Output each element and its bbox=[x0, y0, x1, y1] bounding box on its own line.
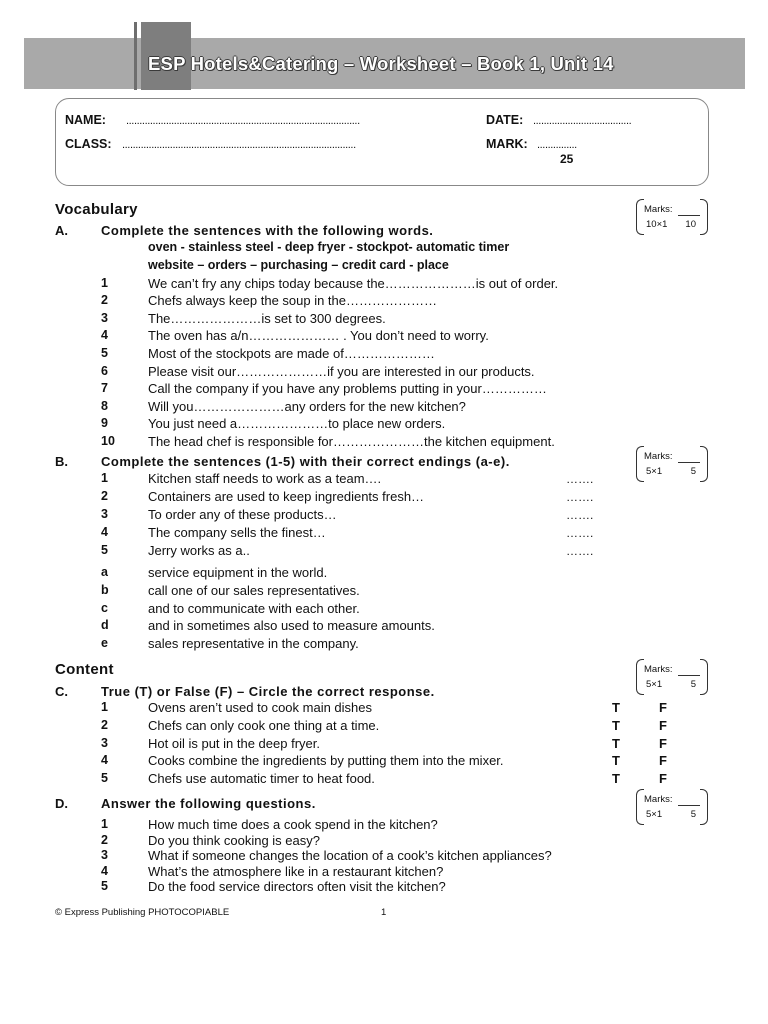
ending-letter: e bbox=[101, 636, 108, 650]
task-instruction-c: True (T) or False (F) – Circle the correct response. bbox=[101, 684, 435, 699]
marks-label: Marks: bbox=[644, 664, 673, 675]
date-label: DATE: bbox=[486, 113, 524, 127]
task-instruction-a: Complete the sentences with the following words. bbox=[101, 223, 434, 238]
item-number: 3 bbox=[101, 311, 108, 325]
marks-calc: 5×1 bbox=[646, 466, 663, 477]
date-field[interactable]: ..................................... bbox=[533, 115, 632, 127]
ending-letter: b bbox=[101, 583, 109, 597]
item-number: 4 bbox=[101, 525, 108, 539]
marks-calc: 5×1 bbox=[646, 809, 663, 820]
marks-calc: 10×1 bbox=[646, 219, 668, 230]
item-number: 2 bbox=[101, 718, 108, 732]
ending-d: and in sometimes also used to measure amounts. bbox=[148, 618, 435, 633]
mark-total: 25 bbox=[560, 152, 574, 166]
worksheet-title: ESP Hotels&Catering – Worksheet – Book 1, Unit 14 bbox=[148, 53, 614, 74]
true-option[interactable]: T bbox=[612, 771, 620, 786]
footer-copyright: © Express Publishing PHOTOCOPIABLE bbox=[55, 907, 230, 918]
sentence-a4: The oven has a/n………………… . You don’t need to worry. bbox=[148, 328, 489, 343]
sentence-a2: Chefs always keep the soup in the………………… bbox=[148, 293, 438, 308]
item-number: 2 bbox=[101, 489, 108, 503]
ending-c: and to communicate with each other. bbox=[148, 601, 360, 616]
item-number: 5 bbox=[101, 346, 108, 360]
item-number: 4 bbox=[101, 328, 108, 342]
false-option[interactable]: F bbox=[659, 700, 667, 715]
sentence-a7: Call the company if you have any problems putting in your…………… bbox=[148, 381, 547, 396]
false-option[interactable]: F bbox=[659, 736, 667, 751]
ending-a: service equipment in the world. bbox=[148, 565, 328, 580]
item-number: 5 bbox=[101, 771, 108, 785]
name-field[interactable]: ........................................................................................ bbox=[126, 115, 360, 127]
marks-box-a bbox=[636, 199, 708, 235]
ending-letter: a bbox=[101, 565, 108, 579]
task-letter-a: A. bbox=[55, 223, 68, 238]
item-number: 1 bbox=[101, 471, 108, 485]
question-d2: Do you think cooking is easy? bbox=[148, 833, 320, 848]
marks-total: 5 bbox=[690, 466, 696, 477]
sentence-b1: Kitchen staff needs to work as a team…. bbox=[148, 471, 382, 486]
class-label: CLASS: bbox=[65, 137, 112, 151]
false-option[interactable]: F bbox=[659, 771, 667, 786]
task-instruction-b: Complete the sentences (1-5) with their correct endings (a-e). bbox=[101, 454, 510, 469]
answer-blank[interactable]: ……. bbox=[566, 526, 594, 540]
word-bank-line-1: oven - stainless steel - deep fryer - stockpot- automatic timer bbox=[148, 240, 510, 254]
task-letter-c: C. bbox=[55, 684, 68, 699]
header-accent-bar bbox=[134, 22, 137, 90]
answer-blank[interactable]: ……. bbox=[566, 544, 594, 558]
marks-total: 5 bbox=[690, 679, 696, 690]
ending-b: call one of our sales representatives. bbox=[148, 583, 360, 598]
marks-label: Marks: bbox=[644, 794, 673, 805]
sentence-b4: The company sells the finest… bbox=[148, 525, 326, 540]
page-number: 1 bbox=[381, 907, 387, 918]
sentence-b2: Containers are used to keep ingredients fresh… bbox=[148, 489, 425, 504]
answer-blank[interactable]: ……. bbox=[566, 490, 594, 504]
item-number: 1 bbox=[101, 817, 108, 831]
statement-c4: Cooks combine the ingredients by putting them into the mixer. bbox=[148, 753, 504, 768]
marks-label: Marks: bbox=[644, 204, 673, 215]
item-number: 7 bbox=[101, 381, 108, 395]
item-number: 3 bbox=[101, 848, 108, 862]
ending-e: sales representative in the company. bbox=[148, 636, 359, 651]
sentence-b3: To order any of these products… bbox=[148, 507, 337, 522]
task-letter-b: B. bbox=[55, 454, 68, 469]
marks-box-c bbox=[636, 659, 708, 695]
true-option[interactable]: T bbox=[612, 736, 620, 751]
true-option[interactable]: T bbox=[612, 718, 620, 733]
statement-c1: Ovens aren’t used to cook main dishes bbox=[148, 700, 373, 715]
section-title-vocabulary: Vocabulary bbox=[55, 201, 138, 218]
item-number: 2 bbox=[101, 293, 108, 307]
marks-box-d bbox=[636, 789, 708, 825]
mark-field[interactable]: ............... bbox=[537, 139, 577, 151]
item-number: 5 bbox=[101, 879, 108, 893]
false-option[interactable]: F bbox=[659, 718, 667, 733]
marks-total: 10 bbox=[685, 219, 696, 230]
item-number: 6 bbox=[101, 364, 108, 378]
sentence-b5: Jerry works as a.. bbox=[148, 543, 250, 558]
answer-blank[interactable]: ……. bbox=[566, 508, 594, 522]
item-number: 8 bbox=[101, 399, 108, 413]
class-field[interactable]: ........................................................................................ bbox=[122, 139, 356, 151]
false-option[interactable]: F bbox=[659, 753, 667, 768]
sentence-a8: Will you…………………any orders for the new kitchen? bbox=[148, 399, 466, 414]
item-number: 4 bbox=[101, 753, 108, 767]
marks-label: Marks: bbox=[644, 451, 673, 462]
item-number: 2 bbox=[101, 833, 108, 847]
marks-box-b bbox=[636, 446, 708, 482]
item-number: 5 bbox=[101, 543, 108, 557]
sentence-a6: Please visit our…………………if you are interested in our products. bbox=[148, 364, 535, 379]
question-d1: How much time does a cook spend in the kitchen? bbox=[148, 817, 438, 832]
item-number: 4 bbox=[101, 864, 108, 878]
statement-c5: Chefs use automatic timer to heat food. bbox=[148, 771, 375, 786]
item-number: 3 bbox=[101, 736, 108, 750]
item-number: 10 bbox=[101, 434, 115, 448]
name-label: NAME: bbox=[65, 113, 106, 127]
word-bank-line-2: website – orders – purchasing – credit card - place bbox=[148, 258, 449, 272]
item-number: 9 bbox=[101, 416, 108, 430]
item-number: 3 bbox=[101, 507, 108, 521]
question-d3: What if someone changes the location of a cook’s kitchen appliances? bbox=[148, 848, 552, 863]
mark-label: MARK: bbox=[486, 137, 528, 151]
true-option[interactable]: T bbox=[612, 753, 620, 768]
item-number: 1 bbox=[101, 700, 108, 714]
sentence-a5: Most of the stockpots are made of………………… bbox=[148, 346, 435, 361]
true-option[interactable]: T bbox=[612, 700, 620, 715]
marks-total: 5 bbox=[690, 809, 696, 820]
section-title-content: Content bbox=[55, 661, 114, 678]
question-d5: Do the food service directors often visit the kitchen? bbox=[148, 879, 446, 894]
statement-c2: Chefs can only cook one thing at a time. bbox=[148, 718, 380, 733]
ending-letter: d bbox=[101, 618, 109, 632]
question-d4: What’s the atmosphere like in a restaurant kitchen? bbox=[148, 864, 444, 879]
task-instruction-d: Answer the following questions. bbox=[101, 796, 316, 811]
task-letter-d: D. bbox=[55, 796, 68, 811]
marks-calc: 5×1 bbox=[646, 679, 663, 690]
sentence-a9: You just need a…………………to place new orders. bbox=[148, 416, 446, 431]
answer-blank[interactable]: ……. bbox=[566, 472, 594, 486]
item-number: 1 bbox=[101, 276, 108, 290]
ending-letter: c bbox=[101, 601, 108, 615]
statement-c3: Hot oil is put in the deep fryer. bbox=[148, 736, 320, 751]
sentence-a3: The…………………is set to 300 degrees. bbox=[148, 311, 386, 326]
sentence-a10: The head chef is responsible for…………………the kitchen equipment. bbox=[148, 434, 555, 449]
sentence-a1: We can’t fry any chips today because the…………………is out of order. bbox=[148, 276, 559, 291]
